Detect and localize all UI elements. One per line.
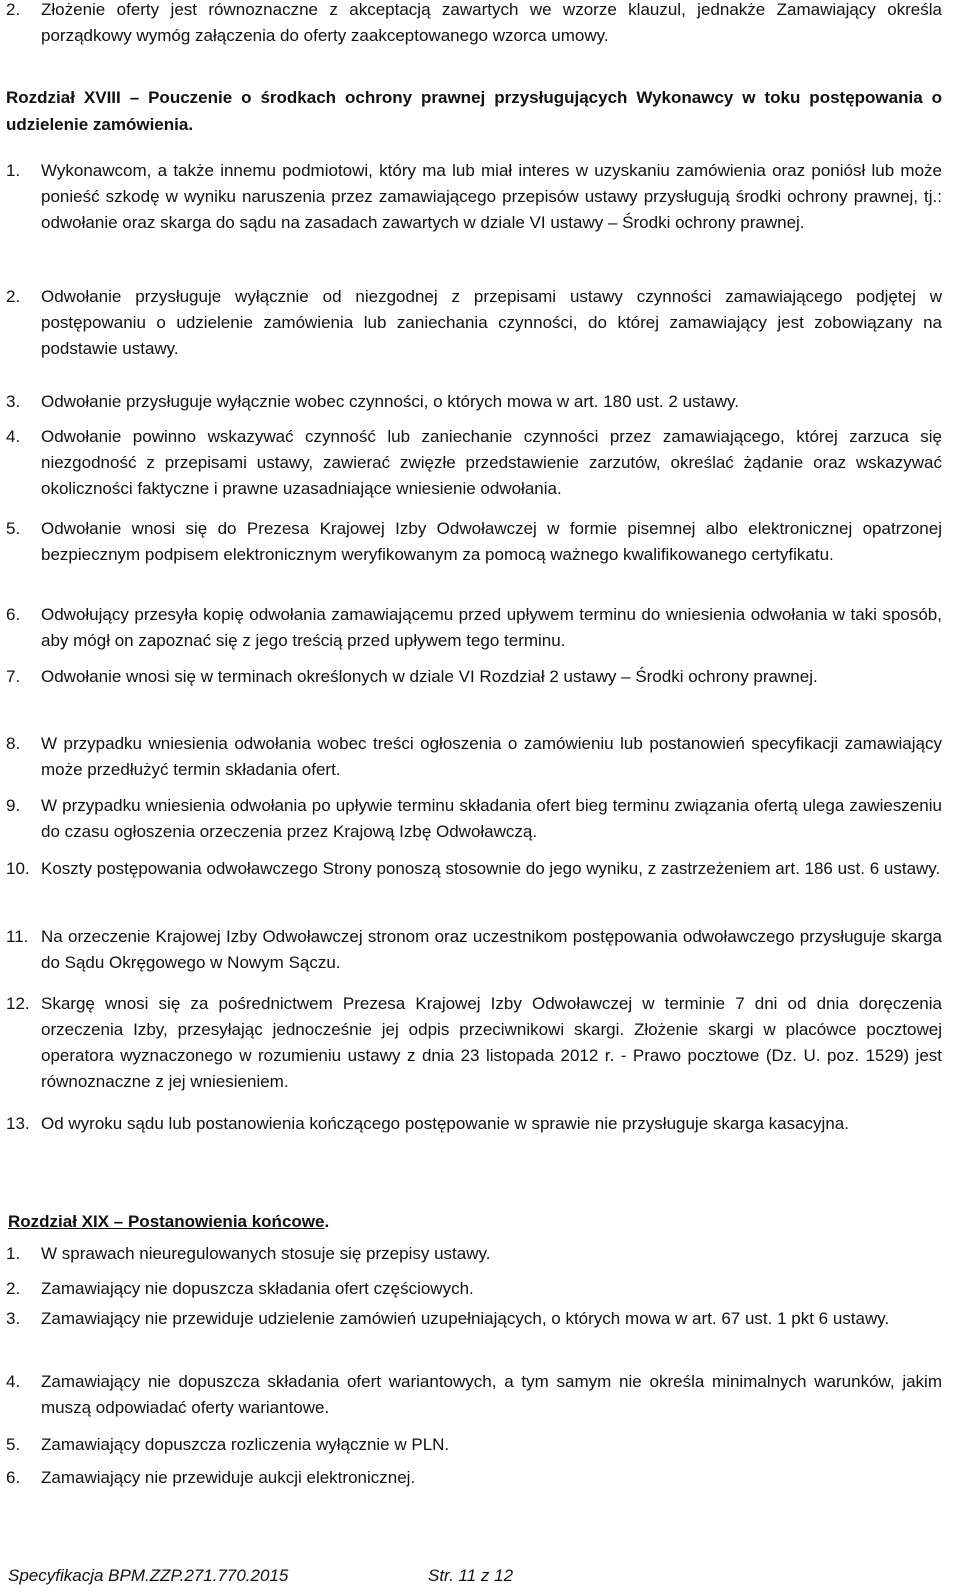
list-item xyxy=(6,1432,942,1458)
list-item xyxy=(6,793,942,845)
item-number: 5. xyxy=(6,519,21,538)
footer-spec-number: Specyfikacja BPM.ZZP.271.770.2015 xyxy=(8,1566,289,1585)
item-text: Odwołanie wnosi się w terminach określonych w dziale VI Rozdział 2 ustawy – Środki ochrony prawnej. xyxy=(41,667,818,686)
footer-page-number: Str. 11 z 12 xyxy=(428,1566,514,1585)
item-number: 12. xyxy=(6,994,30,1013)
item-text: Zamawiający nie dopuszcza składania ofert częściowych. xyxy=(41,1279,474,1298)
list-item xyxy=(6,0,942,49)
item-text: W przypadku wniesienia odwołania wobec treści ogłoszenia o zamówieniu lub postanowień specyfikacji zamawiający może przedłużyć termin składania ofert. xyxy=(41,734,942,779)
list-item xyxy=(6,516,942,568)
item-number: 3. xyxy=(6,1309,21,1328)
list-item xyxy=(6,924,942,976)
item-text: Odwołanie powinno wskazywać czynność lub zaniechanie czynności przez zamawiającego, której zarzuca się niezgodność z przepisami ustawy, zawierać zwięzłe przedstawienie zarzutów, określać żądanie oraz wskazywać okoliczności faktyczne i prawne uzasadniające wniesienie odwołania. xyxy=(41,427,942,498)
list-item xyxy=(6,991,942,1095)
item-number: 6. xyxy=(6,1468,21,1487)
list-item xyxy=(6,1276,942,1302)
item-text: Zamawiający nie dopuszcza składania ofert wariantowych, a tym samym nie określa minimalnych warunków, jakim muszą odpowiadać oferty wariantowe. xyxy=(41,1372,942,1417)
item-number: 10. xyxy=(6,859,30,878)
item-text: Złożenie oferty jest równoznaczne z akceptacją zawartych we wzorze klauzul, jednakże Zamawiający określa porządkowy wymóg załączenia do oferty zaakceptowanego wzorca umowy. xyxy=(41,0,942,45)
item-text: Odwołanie przysługuje wyłącznie od niezgodnej z przepisami ustawy czynności zamawiającego podjętej w postępowaniu o udzielenie zamówienia lub zaniechania czynności, do której zamawiający jest zobowiązany na podstawie ustawy. xyxy=(41,287,942,358)
item-text: Zamawiający nie przewiduje udzielenie zamówień uzupełniających, o których mowa w art. 67 ust. 1 pkt 6 ustawy. xyxy=(41,1309,890,1328)
item-text: Zamawiający nie przewiduje aukcji elektronicznej. xyxy=(41,1468,416,1487)
list-item xyxy=(6,1369,942,1421)
item-text: W przypadku wniesienia odwołania po upływie terminu składania ofert bieg terminu związania ofertą ulega zawieszeniu do czasu ogłoszenia orzeczenia przez Krajową Izbę Odwoławczą. xyxy=(41,796,942,841)
list-item xyxy=(6,424,942,502)
item-text: Koszty postępowania odwoławczego Strony ponoszą stosownie do jego wyniku, z zastrzeżeniem art. 186 ust. 6 ustawy. xyxy=(41,859,941,878)
item-text: Na orzeczenie Krajowej Izby Odwoławczej stronom oraz uczestnikom postępowania odwoławczego przysługuje skarga do Sądu Okręgowego w Nowym Sączu. xyxy=(41,927,942,972)
chapter-heading-title: Rozdział XIX – Postanowienia końcowe xyxy=(8,1212,325,1231)
item-text: Wykonawcom, a także innemu podmiotowi, który ma lub miał interes w uzyskaniu zamówienia oraz poniósł lub może ponieść szkodę w wyniku naruszenia przez zamawiającego przepisów ustawy przysługują środki ochrony prawnej, tj.: odwołanie oraz skarga do sądu na zasadach zawartych w dziale VI ustawy – Środki ochrony prawnej. xyxy=(41,161,942,232)
list-item xyxy=(6,664,942,690)
item-number: 2. xyxy=(6,0,21,19)
list-item xyxy=(6,731,942,783)
chapter-heading-xix xyxy=(8,1209,329,1235)
item-number: 6. xyxy=(6,605,21,624)
item-number: 2. xyxy=(6,1279,21,1298)
item-number: 1. xyxy=(6,161,21,180)
item-number: 3. xyxy=(6,392,21,411)
item-number: 5. xyxy=(6,1435,21,1454)
item-text: Zamawiający dopuszcza rozliczenia wyłącznie w PLN. xyxy=(41,1435,450,1454)
item-number: 8. xyxy=(6,734,21,753)
chapter-heading-xviii: Rozdział XVIII – Pouczenie o środkach ochrony prawnej przysługujących Wykonawcy w toku postępowania o udzielenie zamówienia. xyxy=(6,88,942,134)
list-item xyxy=(6,1111,942,1137)
item-number: 2. xyxy=(6,287,21,306)
list-item xyxy=(6,158,942,236)
item-text: W sprawach nieuregulowanych stosuje się przepisy ustawy. xyxy=(41,1244,491,1263)
item-text: Odwołanie wnosi się do Prezesa Krajowej Izby Odwoławczej w formie pisemnej albo elektronicznej opatrzonej bezpiecznym podpisem elektronicznym weryfikowanym za pomocą ważnego kwalifikowanego certyfikatu. xyxy=(41,519,942,564)
list-item xyxy=(6,284,942,362)
list-item xyxy=(6,602,942,654)
list-item xyxy=(6,1241,942,1267)
page-footer xyxy=(8,1566,948,1592)
item-number: 11. xyxy=(6,927,29,946)
item-text: Odwołujący przesyła kopię odwołania zamawiającemu przed upływem terminu do wniesienia odwołania w taki sposób, aby mógł on zapoznać się z jego treścią przed upływem tego terminu. xyxy=(41,605,942,650)
list-item xyxy=(6,1306,942,1332)
item-number: 13. xyxy=(6,1114,30,1133)
item-number: 9. xyxy=(6,796,21,815)
list-item xyxy=(6,1465,942,1491)
item-number: 4. xyxy=(6,1372,21,1391)
chapter-heading-suffix: . xyxy=(324,1212,330,1231)
item-number: 1. xyxy=(6,1244,21,1263)
list-item xyxy=(6,856,942,882)
item-text: Od wyroku sądu lub postanowienia kończącego postępowanie w sprawie nie przysługuje skarga kasacyjna. xyxy=(41,1114,849,1133)
item-number: 4. xyxy=(6,427,21,446)
item-text: Skargę wnosi się za pośrednictwem Prezesa Krajowej Izby Odwoławczej w terminie 7 dni od dnia doręczenia orzeczenia Izby, przesyłając jednocześnie jej odpis przeciwnikowi skargi. Złożenie skargi w placówce pocztowej operatora wyznaczonego w rozumieniu ustawy z dnia 23 listopada 2012 r. - Prawo pocztowe (Dz. U. poz. 1529) jest równoznaczne z jej wniesieniem. xyxy=(41,994,942,1091)
item-number: 7. xyxy=(6,667,21,686)
list-item xyxy=(6,389,942,415)
item-text: Odwołanie przysługuje wyłącznie wobec czynności, o których mowa w art. 180 ust. 2 ustawy. xyxy=(41,392,739,411)
